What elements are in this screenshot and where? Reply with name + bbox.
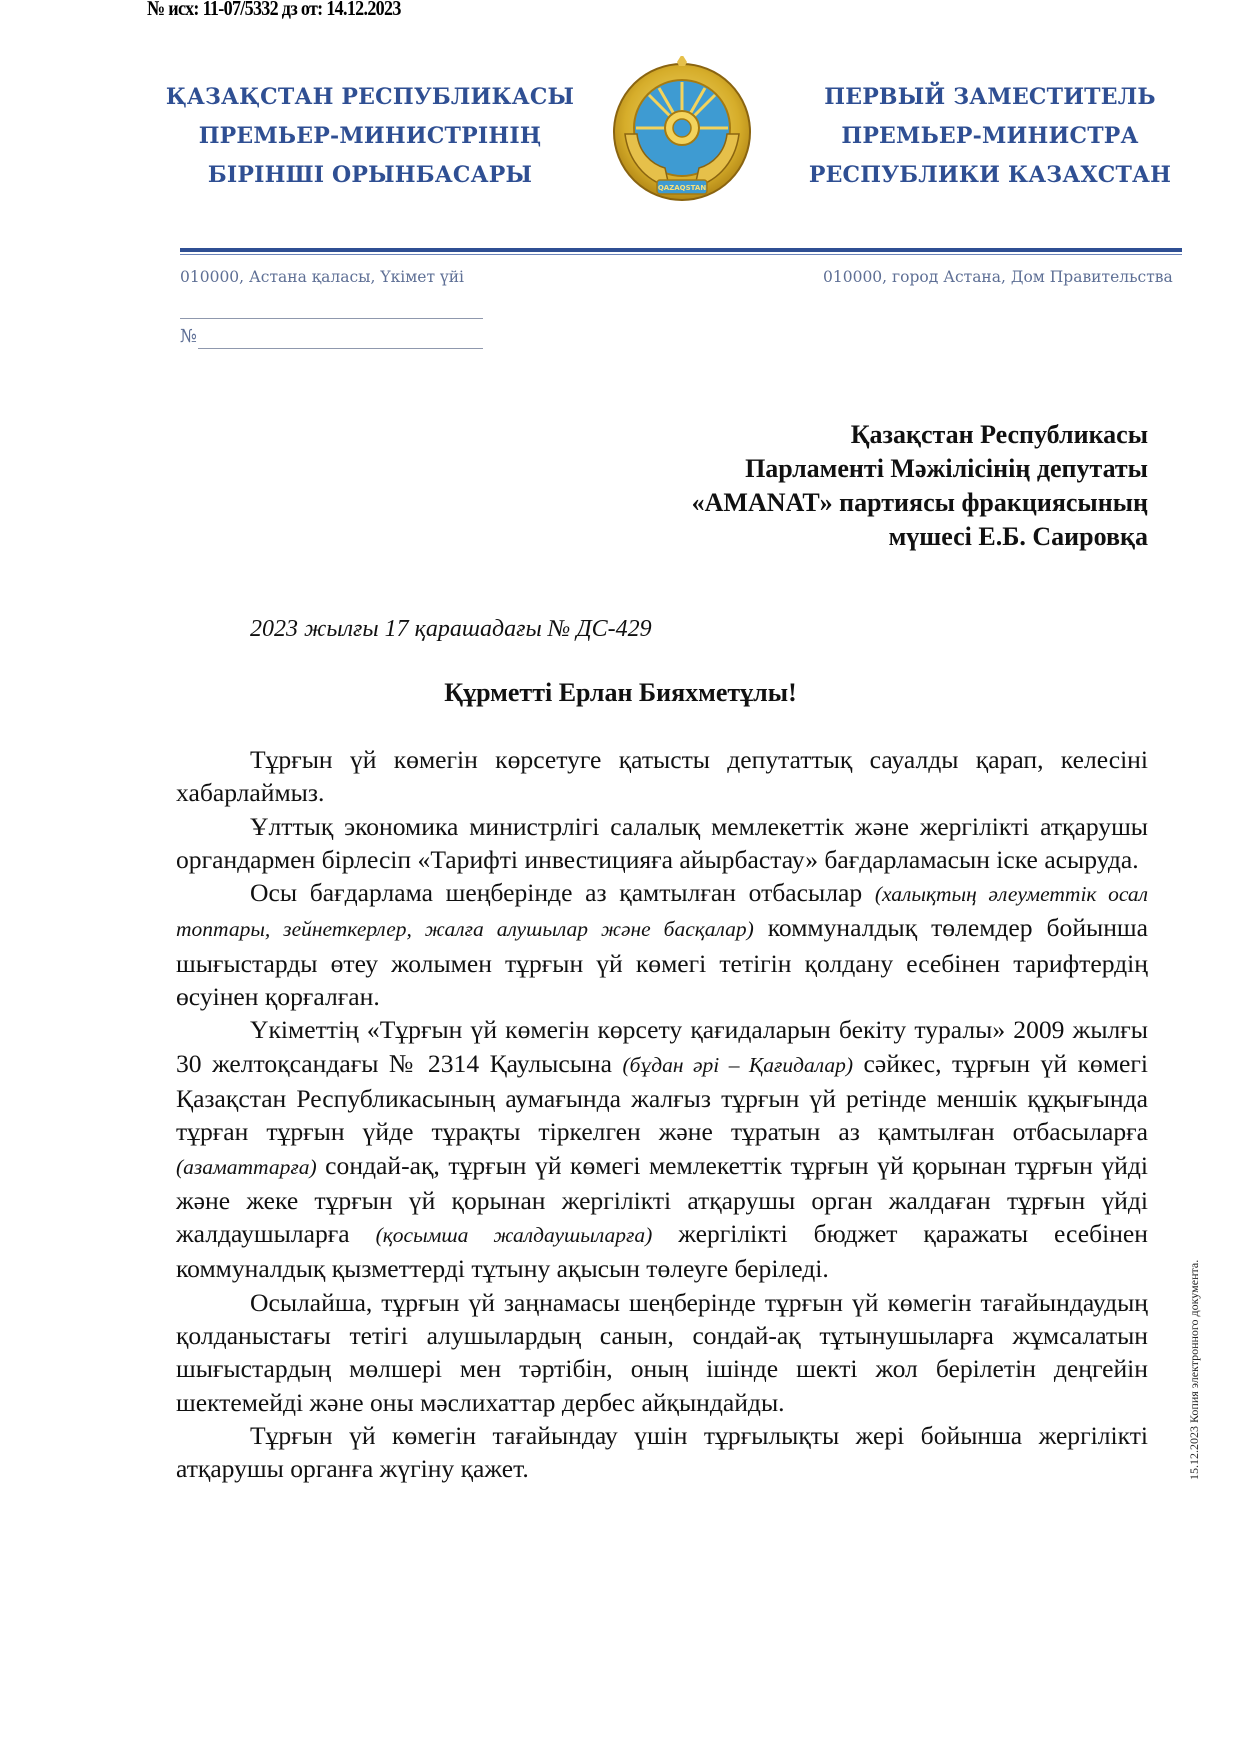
italic-note: (қосымша жалдаушыларға) [375,1223,653,1248]
electronic-copy-stamp: 15.12.2023 Копия электронного документа. [1187,1259,1201,1480]
letterhead-kz-line: ҚАЗАҚСТАН РЕСПУБЛИКАСЫ [165,84,575,110]
paragraph-text: жергілікті бюджет қаражаты есебінен коммуналдық қызметтерді тұтыну ақысын төлеуге беріледі. [176,1219,1148,1284]
paragraph-text: Осы бағдарлама шеңберінде аз қамтылған отбасылар [250,878,875,908]
letterhead-ru-line: ПРЕМЬЕР-МИНИСТРА [841,123,1139,149]
italic-note: (халықтың әлеуметтік осал топтары, зейнеткерлер, жалға алушылар және басқалар) [176,882,1149,942]
address-ru: 010000, город Астана, Дом Правительства [823,268,1173,286]
body-paragraph [176,1286,1148,1419]
italic-note: (бұдан әрі – Қағидалар) [622,1052,854,1077]
paragraph-text: Осылайша, тұрғын үй заңнамасы шеңберінде тұрғын үй көмегін тағайындаудың қолданыстағы тетігі алушылардың санын, сондай-ақ тұтынушыларға жұмсалатын шығыстардың мөлшері мен тәртібін, оның ішінде шекті жол берілетін деңгейін шектемейді және оны мәслихаттар дербес айқындайды. [176,1287,1148,1417]
letterhead-rule-thin [180,254,1182,255]
emblem-text: QAZAQSTAN [657,184,707,192]
letterhead-rule [180,248,1182,252]
addressee-block [692,418,1148,554]
body-paragraph [176,876,1148,1013]
date-blank-line [180,318,483,319]
paragraph-text: Тұрғын үй көмегін көрсетуге қатысты депутаттық сауалды қарап, келесіні хабарлаймыз. [176,745,1148,808]
body-paragraph [176,1013,1148,1285]
paragraph-text: сондай-ақ, тұрғын үй көмегі мемлекеттік тұрғын үй қорынан тұрғын үйді және жеке тұрғын үй қорынан жергілікті атқарушы орган жалдаған тұрғын үйді жалдаушыларға [176,1150,1148,1249]
addressee-line: Парламенті Мәжілісінің депутаты [745,454,1148,483]
letterhead-kz [160,78,580,195]
kazakhstan-state-emblem-icon [607,56,757,206]
addressee-line: Қазақстан Республикасы [850,420,1148,449]
letterhead-kz-line: БІРІНШІ ОРЫНБАСАРЫ [207,162,533,188]
number-label: № [180,326,198,347]
letterhead-ru-line: ПЕРВЫЙ ЗАМЕСТИТЕЛЬ [824,84,1156,110]
body-paragraph [176,743,1148,810]
paragraph-text: Үкіметтің «Тұрғын үй көмегін көрсету қағидаларын бекіту туралы» 2009 жылғы 30 желтоқсандағы № 2314 Қаулысына [176,1015,1148,1078]
paragraph-text: Ұлттық экономика министрлігі салалық мемлекеттік және жергілікті атқарушы органдармен бірлесіп «Тарифті инвестицияға айырбастау» бағдарламасын іске асыруда. [176,811,1148,874]
paragraph-text: Тұрғын үй көмегін тағайындау үшін тұрғылықты жері бойынша жергілікті атқарушы органға жүгіну қажет. [176,1420,1148,1484]
outgoing-reference: № исх: 11-07/5332 дз от: 14.12.2023 [147,0,401,20]
addressee-line: «AMANAT» партиясы фракциясының [691,488,1148,517]
body-paragraph [176,1419,1148,1486]
letterhead-kz-line: ПРЕМЬЕР-МИНИСТРІНІҢ [198,123,542,149]
number-blank-line [198,348,483,349]
letterhead-ru-line: РЕСПУБЛИКИ КАЗАХСТАН [808,162,1172,188]
paragraph-text: сәйкес, тұрғын үй көмегі Қазақстан Республикасының аумағында жалғыз тұрғын үй ретінде меншік құқығында тұрған тұрғын үйде тұрақты тіркелген және тұратын аз қамтылған отбасыларға [176,1048,1149,1147]
letter-body [176,743,1148,1486]
addressee-line: мүшесі Е.Б. Саировқа [888,522,1148,551]
paragraph-text: коммуналдық төлемдер бойынша шығыстарды өтеу жолымен тұрғын үй көмегі тетігін қолдану есебінен тарифтердің өсуінен қорғалған. [176,913,1148,1012]
salutation: Құрметті Ерлан Бияхметұлы! [444,678,797,707]
italic-note: (азаматтарға) [176,1154,317,1179]
incoming-reference: 2023 жылғы 17 қарашадағы № ДС-429 [250,616,652,642]
letterhead-ru [780,78,1200,195]
address-kz: 010000, Астана қаласы, Үкімет үйі [180,268,465,286]
body-paragraph [176,810,1148,877]
